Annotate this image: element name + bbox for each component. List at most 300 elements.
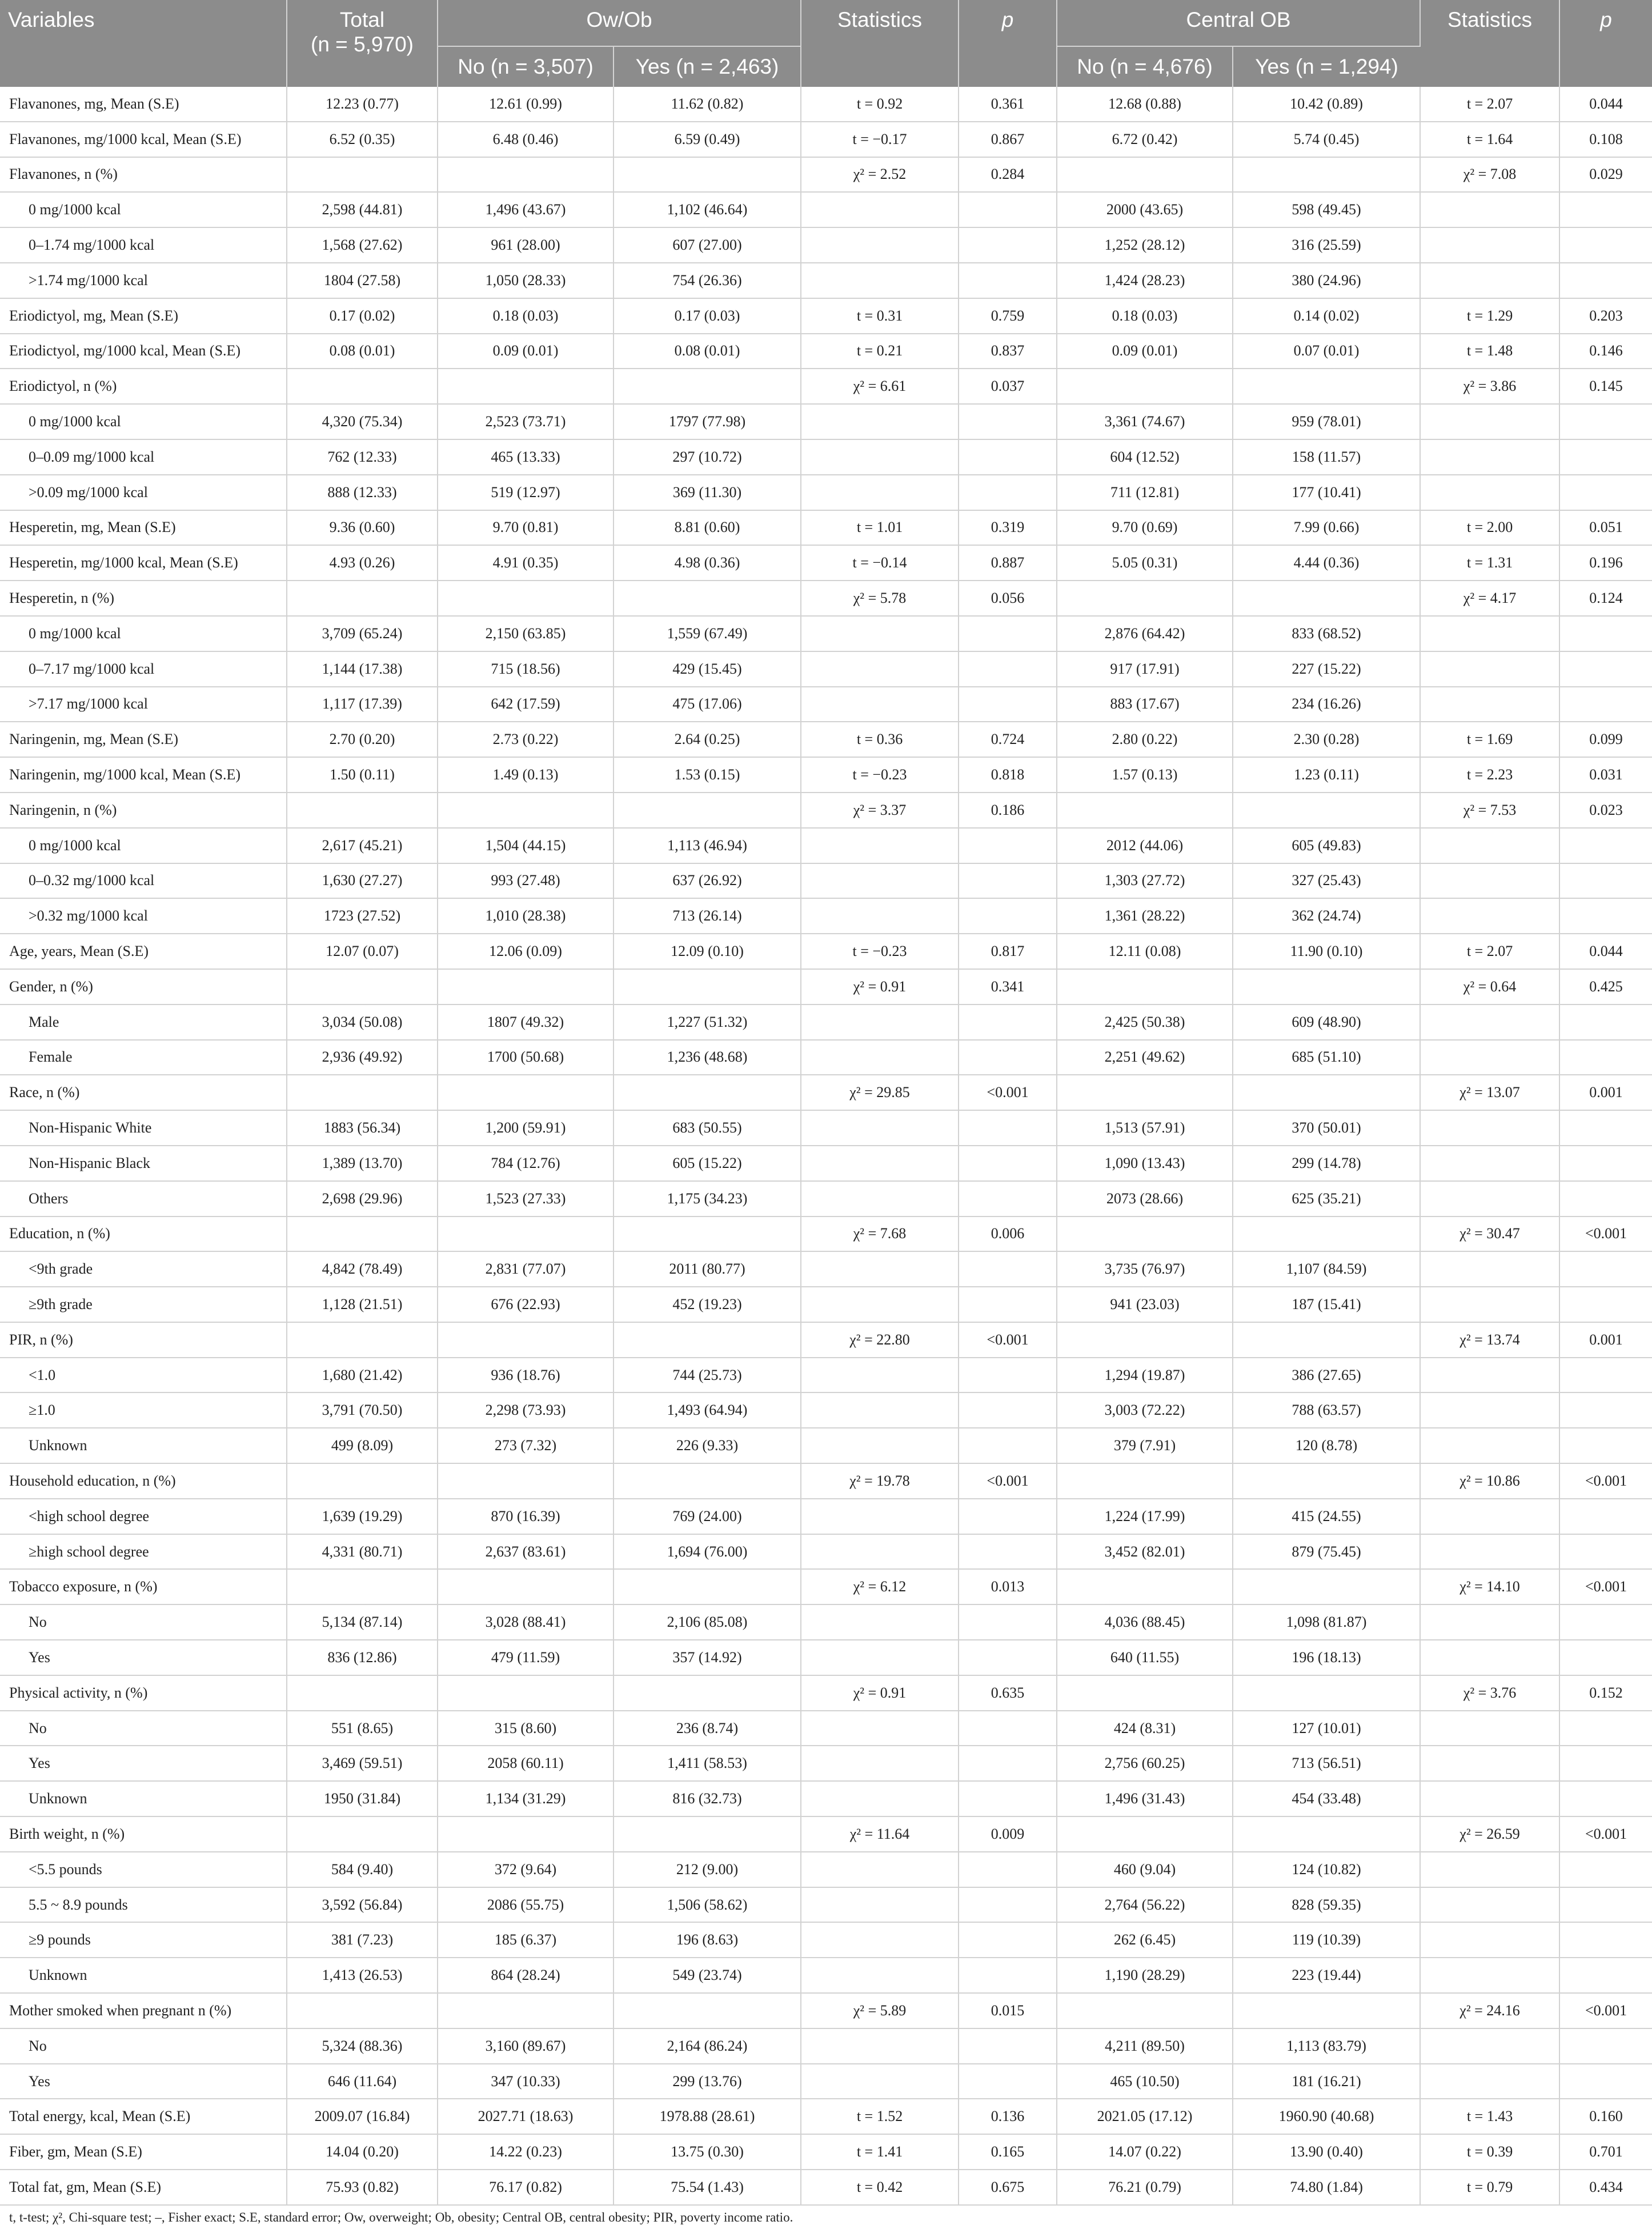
cob-yes-cell: 7.99 (0.66) (1233, 510, 1420, 546)
owob-yes-cell (614, 1816, 801, 1852)
total-cell: 499 (8.09) (287, 1428, 438, 1463)
cob-no-cell: 460 (9.04) (1057, 1852, 1233, 1887)
cob-statistic-cell: t = 1.31 (1420, 545, 1559, 581)
cob-yes-cell: 1,107 (84.59) (1233, 1251, 1420, 1287)
cob-no-cell: 3,361 (74.67) (1057, 404, 1233, 439)
cob-no-cell: 1,361 (28.22) (1057, 898, 1233, 934)
owob-p-cell: 0.818 (959, 757, 1057, 793)
owob-p-cell: <0.001 (959, 1075, 1057, 1110)
owob-no-cell: 185 (6.37) (438, 1922, 614, 1958)
total-cell: 1,568 (27.62) (287, 227, 438, 263)
variable-label: >7.17 mg/1000 kcal (0, 687, 287, 722)
cob-yes-cell: 415 (24.55) (1233, 1499, 1420, 1534)
cob-statistic-cell: t = 2.23 (1420, 757, 1559, 793)
table-row (0, 1287, 1652, 1322)
header-p-owob (959, 0, 1057, 87)
variable-label: 0 mg/1000 kcal (0, 828, 287, 863)
table-row (0, 934, 1652, 969)
total-cell: 12.23 (0.77) (287, 87, 438, 122)
cob-p-cell (1559, 828, 1652, 863)
header-p-owob-label: p (1001, 8, 1014, 31)
owob-no-cell (438, 1322, 614, 1358)
owob-no-cell: 2,523 (73.71) (438, 404, 614, 439)
cob-statistic-cell (1420, 1958, 1559, 1993)
cob-p-cell (1559, 1251, 1652, 1287)
table-row (0, 1146, 1652, 1181)
table-row (0, 1463, 1652, 1499)
owob-p-cell: 0.319 (959, 510, 1057, 546)
owob-no-cell (438, 1463, 614, 1499)
table-row (0, 793, 1652, 828)
owob-p-cell (959, 1958, 1057, 1993)
owob-no-cell: 3,028 (88.41) (438, 1604, 614, 1640)
owob-statistic-cell: t = 1.41 (801, 2134, 959, 2170)
cob-yes-cell: 316 (25.59) (1233, 227, 1420, 263)
cob-statistic-cell (1420, 1040, 1559, 1075)
cob-yes-cell: 11.90 (0.10) (1233, 934, 1420, 969)
owob-p-cell (959, 1640, 1057, 1675)
cob-no-cell: 12.68 (0.88) (1057, 87, 1233, 122)
cob-statistic-cell (1420, 616, 1559, 651)
owob-yes-cell (614, 1075, 801, 1110)
table-row (0, 545, 1652, 581)
total-cell: 75.93 (0.82) (287, 2170, 438, 2205)
cob-statistic-cell: χ² = 3.86 (1420, 369, 1559, 404)
cob-no-cell (1057, 581, 1233, 616)
table-row (0, 1958, 1652, 1993)
cob-statistic-cell (1420, 1887, 1559, 1923)
variable-label: No (0, 1604, 287, 1640)
owob-p-cell: 0.165 (959, 2134, 1057, 2170)
cob-no-cell (1057, 1816, 1233, 1852)
table-row (0, 2134, 1652, 2170)
total-cell: 888 (12.33) (287, 475, 438, 510)
owob-no-cell (438, 581, 614, 616)
owob-statistic-cell (801, 192, 959, 227)
owob-no-cell: 0.18 (0.03) (438, 298, 614, 334)
owob-yes-cell: 8.81 (0.60) (614, 510, 801, 546)
owob-no-cell: 1700 (50.68) (438, 1040, 614, 1075)
cob-no-cell: 1,496 (31.43) (1057, 1781, 1233, 1816)
owob-yes-cell (614, 1675, 801, 1711)
table-row (0, 2099, 1652, 2134)
cob-no-cell: 5.05 (0.31) (1057, 545, 1233, 581)
cob-yes-cell: 828 (59.35) (1233, 1887, 1420, 1923)
cob-no-cell: 1,252 (28.12) (1057, 227, 1233, 263)
cob-no-cell (1057, 1675, 1233, 1711)
owob-statistic-cell (801, 1746, 959, 1781)
header-owob-no: No (n = 3,507) (438, 46, 614, 87)
cob-p-cell: 0.701 (1559, 2134, 1652, 2170)
owob-statistic-cell: χ² = 5.89 (801, 1993, 959, 2028)
owob-yes-cell: 452 (19.23) (614, 1287, 801, 1322)
cob-no-cell: 2073 (28.66) (1057, 1181, 1233, 1216)
cob-statistic-cell (1420, 439, 1559, 475)
variable-label: No (0, 2028, 287, 2064)
cob-no-cell: 1,224 (17.99) (1057, 1499, 1233, 1534)
cob-yes-cell: 685 (51.10) (1233, 1040, 1420, 1075)
cob-yes-cell (1233, 1463, 1420, 1499)
owob-statistic-cell: χ² = 29.85 (801, 1075, 959, 1110)
cob-yes-cell (1233, 1993, 1420, 2028)
owob-no-cell (438, 1216, 614, 1252)
cob-no-cell (1057, 793, 1233, 828)
total-cell: 2009.07 (16.84) (287, 2099, 438, 2134)
owob-statistic-cell (801, 1781, 959, 1816)
owob-yes-cell: 605 (15.22) (614, 1146, 801, 1181)
owob-yes-cell (614, 1993, 801, 2028)
variable-label: Birth weight, n (%) (0, 1816, 287, 1852)
cob-p-cell (1559, 687, 1652, 722)
total-cell: 4.93 (0.26) (287, 545, 438, 581)
cob-yes-cell: 1,113 (83.79) (1233, 2028, 1420, 2064)
cob-statistic-cell (1420, 1428, 1559, 1463)
cob-no-cell: 2021.05 (17.12) (1057, 2099, 1233, 2134)
variable-label: PIR, n (%) (0, 1322, 287, 1358)
owob-statistic-cell (801, 1640, 959, 1675)
variable-label: Hesperetin, mg/1000 kcal, Mean (S.E) (0, 545, 287, 581)
table-row (0, 439, 1652, 475)
cob-statistic-cell (1420, 1534, 1559, 1570)
total-cell: 1,144 (17.38) (287, 651, 438, 687)
owob-no-cell: 519 (12.97) (438, 475, 614, 510)
owob-no-cell: 372 (9.64) (438, 1852, 614, 1887)
table-row (0, 651, 1652, 687)
owob-statistic-cell: t = 0.21 (801, 334, 959, 369)
table-row (0, 87, 1652, 122)
cob-statistic-cell: t = 0.39 (1420, 2134, 1559, 2170)
variable-label: Others (0, 1181, 287, 1216)
cob-yes-cell: 327 (25.43) (1233, 863, 1420, 899)
owob-yes-cell: 769 (24.00) (614, 1499, 801, 1534)
cob-p-cell (1559, 1887, 1652, 1923)
cob-no-cell: 3,735 (76.97) (1057, 1251, 1233, 1287)
variable-label: Naringenin, mg, Mean (S.E) (0, 722, 287, 757)
cob-p-cell: 0.099 (1559, 722, 1652, 757)
owob-p-cell (959, 1358, 1057, 1393)
owob-statistic-cell: χ² = 6.12 (801, 1569, 959, 1604)
total-cell: 2,617 (45.21) (287, 828, 438, 863)
owob-p-cell: 0.759 (959, 298, 1057, 334)
cob-yes-cell: 605 (49.83) (1233, 828, 1420, 863)
table-row (0, 616, 1652, 651)
cob-yes-cell: 362 (24.74) (1233, 898, 1420, 934)
owob-yes-cell (614, 1322, 801, 1358)
cob-statistic-cell: t = 1.64 (1420, 122, 1559, 157)
owob-statistic-cell (801, 1534, 959, 1570)
owob-statistic-cell (801, 1040, 959, 1075)
owob-no-cell: 1,134 (31.29) (438, 1781, 614, 1816)
owob-p-cell: 0.284 (959, 157, 1057, 193)
owob-yes-cell: 1,102 (46.64) (614, 192, 801, 227)
variable-label: Non-Hispanic Black (0, 1146, 287, 1181)
owob-p-cell (959, 227, 1057, 263)
cob-yes-cell (1233, 1075, 1420, 1110)
variable-label: Tobacco exposure, n (%) (0, 1569, 287, 1604)
owob-yes-cell: 0.08 (0.01) (614, 334, 801, 369)
owob-yes-cell: 1,559 (67.49) (614, 616, 801, 651)
cob-p-cell (1559, 227, 1652, 263)
variable-label: >0.09 mg/1000 kcal (0, 475, 287, 510)
variable-label: Naringenin, n (%) (0, 793, 287, 828)
owob-no-cell: 864 (28.24) (438, 1958, 614, 1993)
cob-statistic-cell (1420, 192, 1559, 227)
cob-yes-cell: 713 (56.51) (1233, 1746, 1420, 1781)
variable-label: ≥9 pounds (0, 1922, 287, 1958)
variable-label: Flavanones, mg, Mean (S.E) (0, 87, 287, 122)
variable-label: Education, n (%) (0, 1216, 287, 1252)
owob-no-cell: 9.70 (0.81) (438, 510, 614, 546)
owob-p-cell: 0.056 (959, 581, 1057, 616)
cob-no-cell: 424 (8.31) (1057, 1711, 1233, 1746)
variable-label: 0–0.09 mg/1000 kcal (0, 439, 287, 475)
owob-p-cell (959, 1887, 1057, 1923)
variable-label: Household education, n (%) (0, 1463, 287, 1499)
total-cell: 4,842 (78.49) (287, 1251, 438, 1287)
cob-p-cell (1559, 404, 1652, 439)
owob-p-cell (959, 1781, 1057, 1816)
owob-yes-cell: 744 (25.73) (614, 1358, 801, 1393)
cob-statistic-cell: t = 1.29 (1420, 298, 1559, 334)
cob-p-cell (1559, 651, 1652, 687)
table-row (0, 1675, 1652, 1711)
cob-yes-cell: 879 (75.45) (1233, 1534, 1420, 1570)
cob-no-cell: 0.18 (0.03) (1057, 298, 1233, 334)
total-cell (287, 1675, 438, 1711)
owob-no-cell: 4.91 (0.35) (438, 545, 614, 581)
owob-p-cell (959, 1852, 1057, 1887)
cob-statistic-cell (1420, 475, 1559, 510)
owob-statistic-cell: χ² = 19.78 (801, 1463, 959, 1499)
table-row (0, 510, 1652, 546)
cob-yes-cell: 370 (50.01) (1233, 1110, 1420, 1146)
owob-yes-cell: 75.54 (1.43) (614, 2170, 801, 2205)
cob-statistic-cell: t = 1.69 (1420, 722, 1559, 757)
table-row (0, 1993, 1652, 2028)
owob-no-cell: 2027.71 (18.63) (438, 2099, 614, 2134)
cob-statistic-cell: χ² = 26.59 (1420, 1816, 1559, 1852)
owob-no-cell: 1.49 (0.13) (438, 757, 614, 793)
owob-yes-cell: 0.17 (0.03) (614, 298, 801, 334)
cob-no-cell: 9.70 (0.69) (1057, 510, 1233, 546)
owob-p-cell (959, 1287, 1057, 1322)
cob-statistic-cell (1420, 898, 1559, 934)
owob-yes-cell: 754 (26.36) (614, 263, 801, 298)
cob-p-cell: 0.001 (1559, 1075, 1652, 1110)
owob-no-cell: 12.61 (0.99) (438, 87, 614, 122)
cob-statistic-cell: χ² = 13.74 (1420, 1322, 1559, 1358)
total-cell (287, 581, 438, 616)
cob-statistic-cell (1420, 863, 1559, 899)
cob-yes-cell: 196 (18.13) (1233, 1640, 1420, 1675)
table-row (0, 1534, 1652, 1570)
variable-label: Yes (0, 2064, 287, 2099)
variable-label: Male (0, 1005, 287, 1040)
owob-p-cell (959, 1604, 1057, 1640)
owob-yes-cell: 1.53 (0.15) (614, 757, 801, 793)
cob-yes-cell: 10.42 (0.89) (1233, 87, 1420, 122)
variable-label: Eriodictyol, n (%) (0, 369, 287, 404)
owob-yes-cell: 4.98 (0.36) (614, 545, 801, 581)
cob-p-cell (1559, 1534, 1652, 1570)
owob-yes-cell: 816 (32.73) (614, 1781, 801, 1816)
table-row (0, 1852, 1652, 1887)
cob-no-cell: 3,003 (72.22) (1057, 1392, 1233, 1428)
owob-statistic-cell: t = 1.52 (801, 2099, 959, 2134)
cob-p-cell (1559, 1781, 1652, 1816)
cob-p-cell (1559, 2064, 1652, 2099)
total-cell (287, 969, 438, 1005)
owob-yes-cell (614, 1463, 801, 1499)
variable-label: <5.5 pounds (0, 1852, 287, 1887)
cob-statistic-cell: χ² = 7.53 (1420, 793, 1559, 828)
cob-no-cell (1057, 1463, 1233, 1499)
owob-statistic-cell (801, 263, 959, 298)
table-row (0, 828, 1652, 863)
cob-statistic-cell (1420, 1852, 1559, 1887)
cob-statistic-cell: t = 2.07 (1420, 87, 1559, 122)
owob-no-cell: 2.73 (0.22) (438, 722, 614, 757)
total-cell: 4,331 (80.71) (287, 1534, 438, 1570)
cob-no-cell: 1.57 (0.13) (1057, 757, 1233, 793)
cob-yes-cell: 788 (63.57) (1233, 1392, 1420, 1428)
owob-p-cell (959, 1251, 1057, 1287)
owob-yes-cell: 607 (27.00) (614, 227, 801, 263)
cob-yes-cell: 454 (33.48) (1233, 1781, 1420, 1816)
cob-statistic-cell (1420, 1604, 1559, 1640)
variable-label: Unknown (0, 1781, 287, 1816)
header-central-ob: Central OB (1057, 0, 1420, 46)
cob-yes-cell (1233, 581, 1420, 616)
owob-no-cell (438, 1075, 614, 1110)
cob-yes-cell: 833 (68.52) (1233, 616, 1420, 651)
cob-p-cell (1559, 1181, 1652, 1216)
owob-statistic-cell: χ² = 11.64 (801, 1816, 959, 1852)
cob-statistic-cell (1420, 1181, 1559, 1216)
table-row (0, 2170, 1652, 2205)
owob-yes-cell: 11.62 (0.82) (614, 87, 801, 122)
cob-no-cell: 1,090 (13.43) (1057, 1146, 1233, 1181)
cob-no-cell (1057, 157, 1233, 193)
owob-yes-cell: 13.75 (0.30) (614, 2134, 801, 2170)
cob-statistic-cell (1420, 1711, 1559, 1746)
cob-p-cell: 0.145 (1559, 369, 1652, 404)
table-row (0, 1110, 1652, 1146)
cob-statistic-cell (1420, 1392, 1559, 1428)
owob-statistic-cell (801, 1358, 959, 1393)
owob-statistic-cell (801, 1958, 959, 1993)
cob-no-cell: 640 (11.55) (1057, 1640, 1233, 1675)
owob-no-cell (438, 1675, 614, 1711)
cob-yes-cell: 2.30 (0.28) (1233, 722, 1420, 757)
cob-statistic-cell (1420, 1146, 1559, 1181)
owob-yes-cell: 1797 (77.98) (614, 404, 801, 439)
cob-no-cell (1057, 969, 1233, 1005)
owob-yes-cell: 1,493 (64.94) (614, 1392, 801, 1428)
cob-yes-cell (1233, 1569, 1420, 1604)
owob-statistic-cell (801, 651, 959, 687)
table-row (0, 404, 1652, 439)
header-variables: Variables (0, 0, 287, 87)
table-row (0, 1040, 1652, 1075)
cob-p-cell: 0.434 (1559, 2170, 1652, 2205)
cob-statistic-cell (1420, 1640, 1559, 1675)
cob-statistic-cell: χ² = 0.64 (1420, 969, 1559, 1005)
variable-label: Flavanones, mg/1000 kcal, Mean (S.E) (0, 122, 287, 157)
owob-statistic-cell: t = 0.92 (801, 87, 959, 122)
cob-statistic-cell (1420, 651, 1559, 687)
owob-p-cell: 0.837 (959, 334, 1057, 369)
variable-label: Yes (0, 1640, 287, 1675)
cob-yes-cell: 119 (10.39) (1233, 1922, 1420, 1958)
total-cell: 1883 (56.34) (287, 1110, 438, 1146)
header-owob: Ow/Ob (438, 0, 801, 46)
cob-no-cell: 1,513 (57.91) (1057, 1110, 1233, 1146)
variable-label: ≥1.0 (0, 1392, 287, 1428)
owob-no-cell: 76.17 (0.82) (438, 2170, 614, 2205)
cob-no-cell (1057, 1216, 1233, 1252)
owob-p-cell: 0.817 (959, 934, 1057, 969)
cob-statistic-cell (1420, 1781, 1559, 1816)
owob-statistic-cell: χ² = 5.78 (801, 581, 959, 616)
owob-p-cell (959, 651, 1057, 687)
cob-statistic-cell: χ² = 30.47 (1420, 1216, 1559, 1252)
cob-statistic-cell (1420, 2028, 1559, 2064)
owob-p-cell (959, 1146, 1057, 1181)
table-row (0, 1640, 1652, 1675)
table-row (0, 122, 1652, 157)
table-row (0, 2064, 1652, 2099)
owob-no-cell: 6.48 (0.46) (438, 122, 614, 157)
table-row (0, 1746, 1652, 1781)
cob-no-cell (1057, 1075, 1233, 1110)
owob-p-cell: 0.887 (959, 545, 1057, 581)
total-cell (287, 793, 438, 828)
owob-no-cell: 12.06 (0.09) (438, 934, 614, 969)
owob-statistic-cell (801, 687, 959, 722)
owob-p-cell (959, 898, 1057, 934)
owob-p-cell (959, 1040, 1057, 1075)
variable-label: 0–1.74 mg/1000 kcal (0, 227, 287, 263)
header-total-n: (n = 5,970) (311, 32, 414, 56)
total-cell (287, 1993, 438, 2028)
variable-label: Hesperetin, n (%) (0, 581, 287, 616)
owob-p-cell (959, 863, 1057, 899)
cob-p-cell (1559, 1428, 1652, 1463)
owob-p-cell (959, 1746, 1057, 1781)
variable-label: 0 mg/1000 kcal (0, 192, 287, 227)
owob-no-cell: 1,010 (28.38) (438, 898, 614, 934)
owob-yes-cell: 2011 (80.77) (614, 1251, 801, 1287)
cob-statistic-cell (1420, 1499, 1559, 1534)
owob-no-cell (438, 969, 614, 1005)
owob-statistic-cell (801, 1287, 959, 1322)
owob-p-cell: 0.136 (959, 2099, 1057, 2134)
owob-statistic-cell (801, 2064, 959, 2099)
owob-statistic-cell (801, 1392, 959, 1428)
total-cell: 5,324 (88.36) (287, 2028, 438, 2064)
cob-no-cell: 2.80 (0.22) (1057, 722, 1233, 757)
cob-no-cell: 0.09 (0.01) (1057, 334, 1233, 369)
cob-p-cell: 0.124 (1559, 581, 1652, 616)
owob-p-cell (959, 404, 1057, 439)
owob-no-cell: 0.09 (0.01) (438, 334, 614, 369)
owob-statistic-cell (801, 404, 959, 439)
cob-yes-cell: 598 (49.45) (1233, 192, 1420, 227)
total-cell: 6.52 (0.35) (287, 122, 438, 157)
cob-p-cell: 0.044 (1559, 934, 1652, 969)
owob-p-cell (959, 1392, 1057, 1428)
